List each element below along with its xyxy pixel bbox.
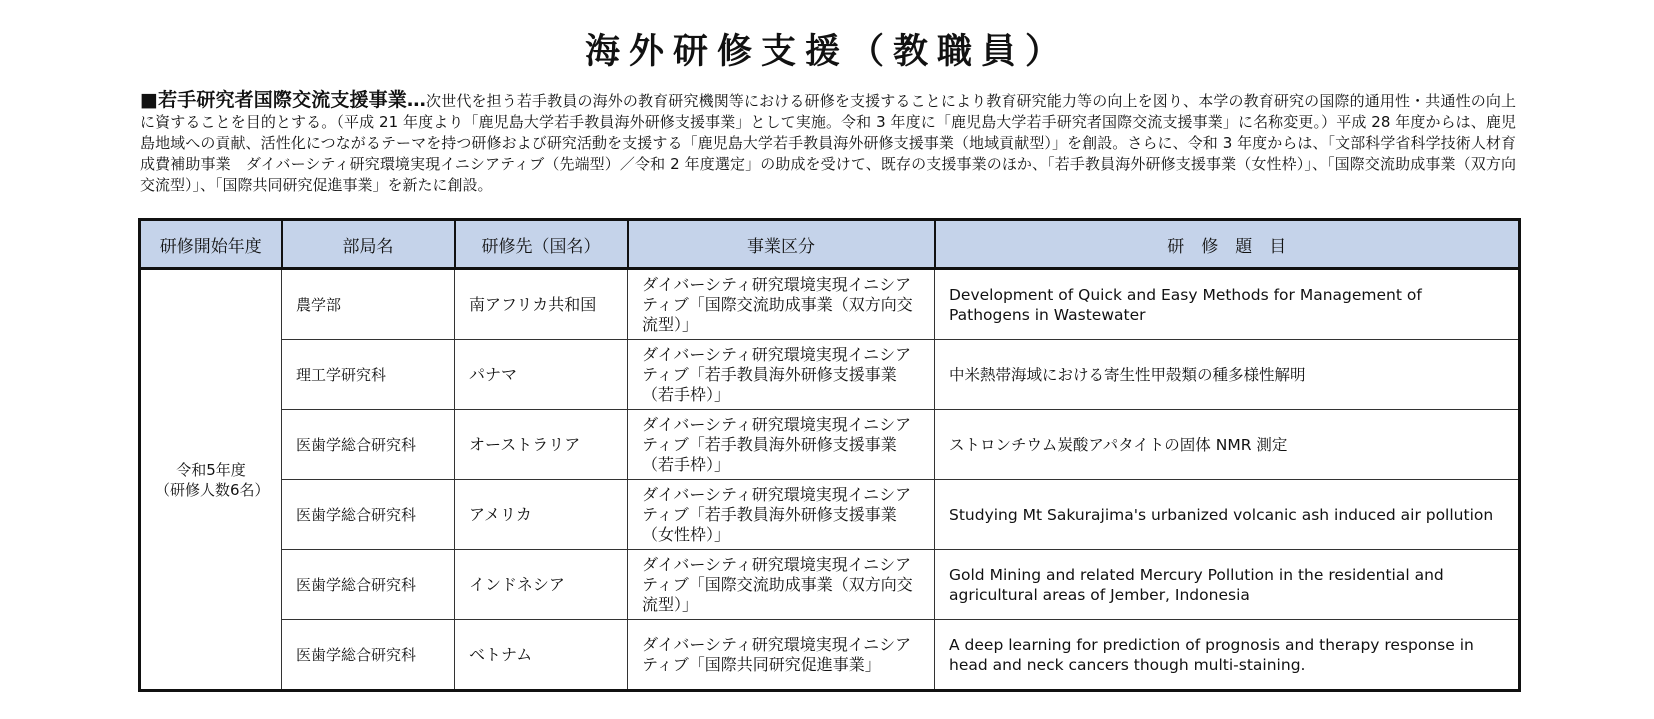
- table-row: [140, 480, 1520, 550]
- header-topic: 研 修 題 目: [935, 220, 1520, 269]
- department-cell: 医歯学総合研究科: [282, 480, 455, 550]
- intro-paragraph: [140, 90, 1516, 196]
- country-cell: オーストラリア: [455, 410, 628, 480]
- program-cell: ダイバーシティ研究環境実現イニシアティブ「国際交流助成事業（双方向交流型）」: [628, 550, 935, 620]
- topic-cell: 中米熱帯海域における寄生性甲殻類の種多様性解明: [935, 340, 1520, 410]
- table-row: [140, 550, 1520, 620]
- table-row: [140, 410, 1520, 480]
- department-cell: 農学部: [282, 269, 455, 340]
- header-start-year: 研修開始年度: [140, 220, 282, 269]
- table-row: [140, 269, 1520, 340]
- training-table: [138, 218, 1521, 692]
- header-department: 部局名: [282, 220, 455, 269]
- year-cell: [140, 269, 282, 691]
- header-destination: 研修先（国名）: [455, 220, 628, 269]
- program-cell: ダイバーシティ研究環境実現イニシアティブ「若手教員海外研修支援事業（女性枠）」: [628, 480, 935, 550]
- program-cell: ダイバーシティ研究環境実現イニシアティブ「国際共同研究促進事業」: [628, 620, 935, 691]
- country-cell: アメリカ: [455, 480, 628, 550]
- year-label: 令和5年度: [176, 460, 246, 479]
- department-cell: 医歯学総合研究科: [282, 550, 455, 620]
- intro-body: 次世代を担う若手教員の海外の教育研究機関等における研修を支援することにより教育研究能力等の向上を図り、本学の教育研究の国際的通用性・共通性の向上に資することを目的とする。（平成 21 年度より「鹿児島大学若手教員海外研修支援事業」として実施。令和 3 年度に「鹿児島大学若手研究者国際交流支援事業」に名称変更。）平成 28 年度からは、鹿児島地域への貢献、活性化につながるテーマを持つ研修および研究活動を支援する「鹿児島大学若手教員海外研修支援事業（地域貢献型）」を創設。さらに、令和 3 年度からは、「文部科学省科学技術人材育成費補助事業 ダイバーシティ研究環境実現イニシアティブ（先端型）／令和 2 年度選定」の助成を受けて、既存の支援事業のほか、「若手教員海外研修支援事業（女性枠）」、「国際交流助成事業（双方向交流型）」、「国際共同研究促進事業」を新たに創設。: [140, 92, 1517, 194]
- topic-cell: ストロンチウム炭酸アパタイトの固体 NMR 測定: [935, 410, 1520, 480]
- topic-cell: A deep learning for prediction of prognosis and therapy response in head and neck cancers though multi-staining.: [935, 620, 1520, 691]
- table-header-row: [140, 220, 1520, 269]
- country-cell: パナマ: [455, 340, 628, 410]
- topic-cell: Studying Mt Sakurajima's urbanized volcanic ash induced air pollution: [935, 480, 1520, 550]
- intro-lead: ■若手研究者国際交流支援事業…: [140, 89, 426, 111]
- program-cell: ダイバーシティ研究環境実現イニシアティブ「国際交流助成事業（双方向交流型）」: [628, 269, 935, 340]
- country-cell: インドネシア: [455, 550, 628, 620]
- department-cell: 医歯学総合研究科: [282, 620, 455, 691]
- header-program: 事業区分: [628, 220, 935, 269]
- topic-cell: Development of Quick and Easy Methods for Management of Pathogens in Wastewater: [935, 269, 1520, 340]
- program-cell: ダイバーシティ研究環境実現イニシアティブ「若手教員海外研修支援事業（若手枠）」: [628, 340, 935, 410]
- table-row: [140, 340, 1520, 410]
- department-cell: 理工学研究科: [282, 340, 455, 410]
- year-count: （研修人数6名）: [155, 480, 270, 499]
- table-row: [140, 620, 1520, 691]
- program-cell: ダイバーシティ研究環境実現イニシアティブ「若手教員海外研修支援事業（若手枠）」: [628, 410, 935, 480]
- department-cell: 医歯学総合研究科: [282, 410, 455, 480]
- country-cell: ベトナム: [455, 620, 628, 691]
- page-title: 海外研修支援（教職員）: [584, 32, 1069, 72]
- topic-cell: Gold Mining and related Mercury Pollution in the residential and agricultural areas of Jember, Indonesia: [935, 550, 1520, 620]
- country-cell: 南アフリカ共和国: [455, 269, 628, 340]
